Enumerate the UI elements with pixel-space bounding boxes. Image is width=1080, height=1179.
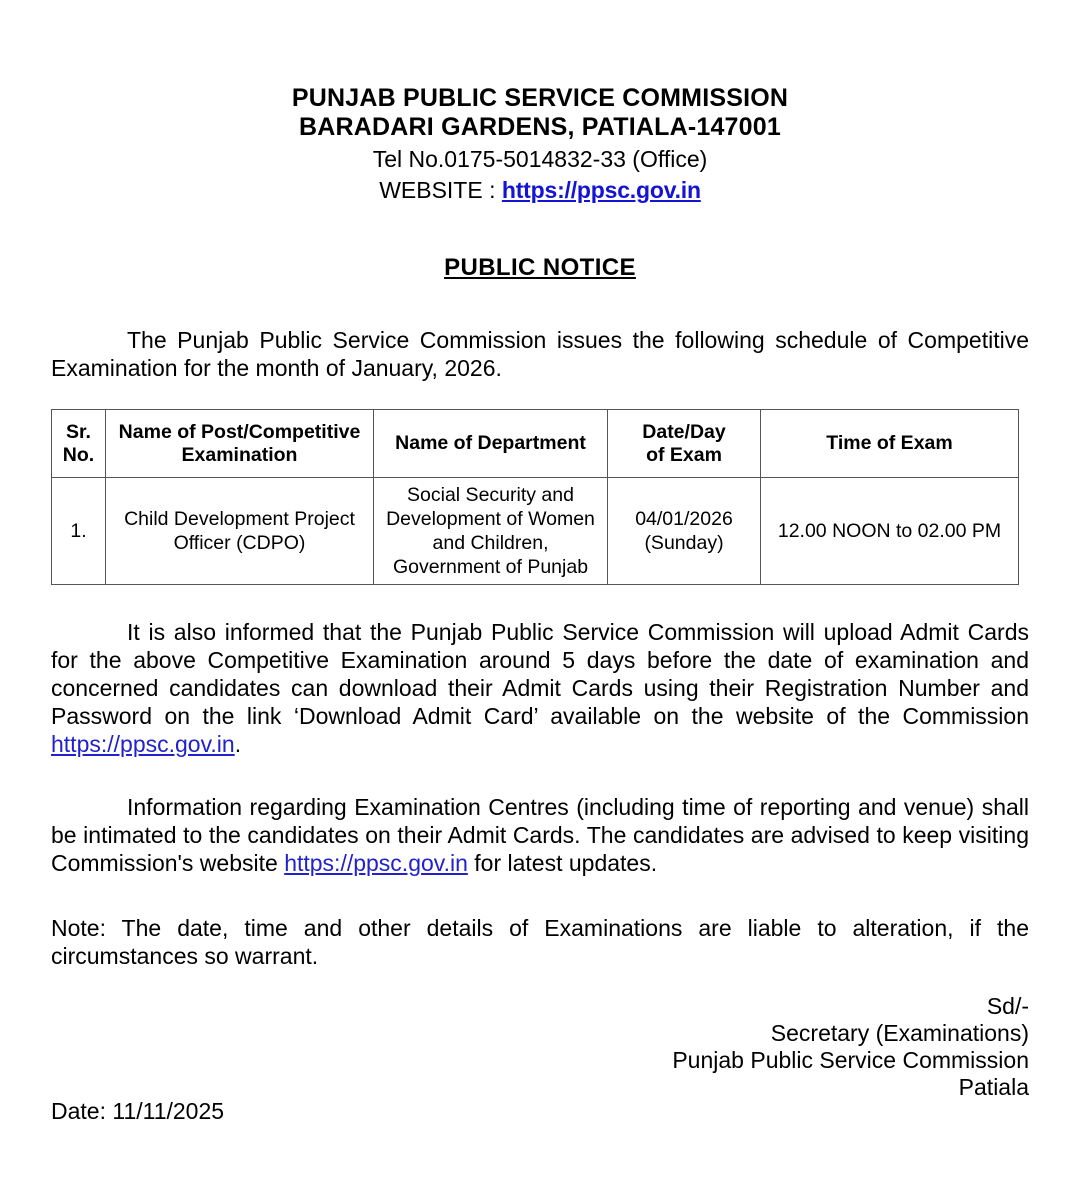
issue-date: Date: 11/11/2025	[51, 1098, 225, 1124]
column-header-date-day	[608, 410, 761, 478]
admit-cards-text-part1: It is also informed that the Punjab Public Service Commission will upload Admit Cards for the above Competitive Examination around 5 days before the date of examination and concerned candidates can download their Admit Cards using their Registration Number and Password on the link ‘Download Admit Card’ available on the website of the Commission	[51, 619, 1029, 729]
signature-block	[672, 993, 1029, 1101]
website-link[interactable]: https://ppsc.gov.in	[501, 177, 701, 203]
centres-text-part2: for latest updates.	[467, 850, 658, 876]
organisation-telephone: Tel No.0175-5014832-33 (Office)	[372, 146, 708, 172]
examination-centres-paragraph	[51, 793, 1029, 877]
cell-date-day	[608, 478, 761, 585]
centres-text-part1: Information regarding Examination Centres (including time of reporting and venue) shall be intimated to the candidates on their Admit Cards. The candidates are advised to keep visiting Commission's website	[51, 794, 1029, 876]
table-header-row	[52, 410, 1019, 478]
website-label: WEBSITE :	[379, 177, 502, 203]
signature-organisation: Punjab Public Service Commission	[672, 1047, 1029, 1073]
admit-cards-text-part2: .	[234, 731, 242, 757]
column-header-sr-no-line2: No.	[62, 443, 95, 466]
signature-sd: Sd/-	[986, 993, 1029, 1019]
organisation-name: PUNJAB PUBLIC SERVICE COMMISSION	[291, 84, 789, 112]
column-header-post-line1: Name of Post/Competitive	[118, 420, 361, 443]
cell-department: Social Security and Development of Women and Children, Government of Punjab	[374, 478, 608, 585]
letterhead	[51, 0, 1029, 206]
table-body	[52, 478, 1019, 585]
signature-place: Patiala	[958, 1074, 1029, 1100]
column-header-sr-no	[52, 410, 106, 478]
cell-time: 12.00 NOON to 02.00 PM	[761, 478, 1019, 585]
column-header-date-line1: Date/Day	[642, 420, 726, 443]
column-header-post-line2: Examination	[181, 443, 298, 466]
website-line	[51, 175, 1029, 206]
admit-cards-website-link[interactable]: https://ppsc.gov.in	[51, 731, 235, 757]
column-header-date-line2: of Exam	[646, 443, 722, 466]
column-header-sr-no-line1: Sr.	[66, 420, 91, 443]
table-row	[52, 478, 1019, 585]
note-paragraph: Note: The date, time and other details of Examinations are liable to alteration, if the circumstances so warrant.	[51, 915, 1029, 969]
page-title: PUBLIC NOTICE	[444, 254, 636, 281]
column-header-time: Time of Exam	[761, 410, 1019, 478]
cell-day: (Sunday)	[644, 532, 724, 554]
signature-designation: Secretary (Examinations)	[770, 1020, 1029, 1046]
admit-cards-paragraph	[51, 618, 1029, 758]
cell-date: 04/01/2026	[635, 508, 733, 530]
intro-paragraph: The Punjab Public Service Commission issues the following schedule of Competitive Examination for the month of January, 2026.	[51, 327, 1029, 381]
cell-post: Child Development Project Officer (CDPO)	[106, 478, 374, 585]
cell-sr-no: 1.	[52, 478, 106, 585]
column-header-department: Name of Department	[374, 410, 608, 478]
centres-website-link[interactable]: https://ppsc.gov.in	[284, 850, 468, 876]
schedule-table	[51, 409, 1019, 585]
column-header-post	[106, 410, 374, 478]
organisation-address: BARADARI GARDENS, PATIALA-147001	[299, 113, 781, 141]
schedule-table-wrapper	[51, 409, 1029, 585]
table-header	[52, 410, 1019, 478]
